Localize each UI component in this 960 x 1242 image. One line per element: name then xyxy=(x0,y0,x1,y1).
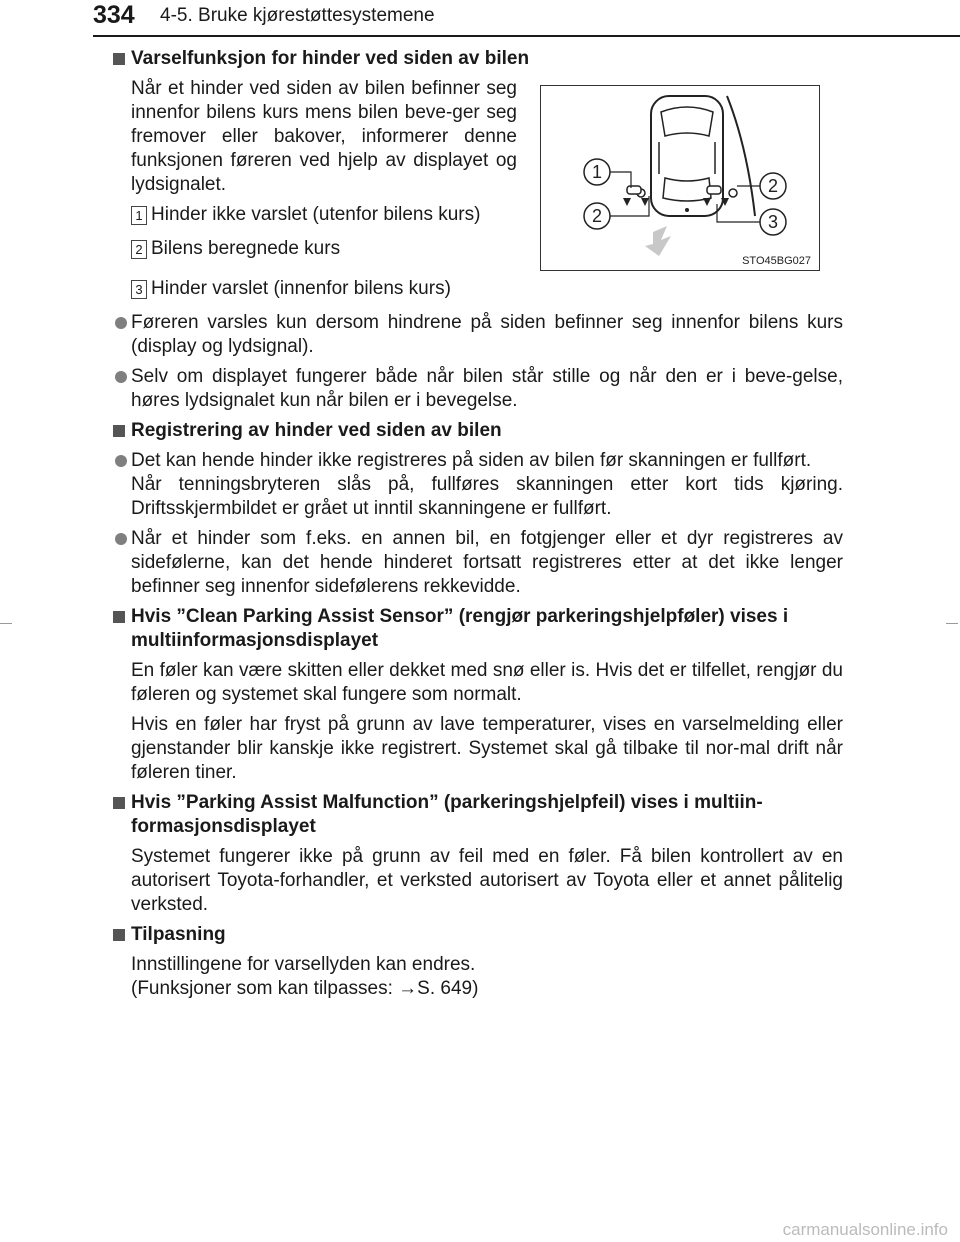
page-content xyxy=(113,47,843,1001)
paragraph: Systemet fungerer ikke på grunn av feil med en føler. Få bilen kontrollert av en autorisert Toyota-forhandler, et verksted autorisert av Toyota eller et annet pålitelig verksted. xyxy=(131,846,843,915)
bullet-text: Når et hinder som f.eks. en annen bil, en fotgjenger eller et dyr registreres av sidefølerne, kan det hende hinderet fortsatt registreres etter at det ikke lenger befinner seg innenfor sidefølerens rekkevidde. xyxy=(131,528,843,597)
number-box: 2 xyxy=(131,240,147,259)
car-diagram-figure xyxy=(540,85,820,271)
section-heading xyxy=(113,791,843,839)
heading-text: Varselfunksjon for hinder ved siden av bilen xyxy=(131,48,530,69)
bullet-text: Det kan hende hinder ikke registreres på siden av bilen før skanningen er fullført. xyxy=(131,450,812,471)
section-heading xyxy=(113,419,843,443)
bullet-item xyxy=(113,449,843,521)
heading-text: Tilpasning xyxy=(131,924,226,945)
callout-1 xyxy=(584,159,631,188)
watermark: carmanualsonline.info xyxy=(782,1220,948,1239)
heading-text: Registrering av hinder ved siden av bilen xyxy=(131,420,502,441)
numbered-item-text: Hinder ikke varslet (utenfor bilens kurs) xyxy=(151,204,481,225)
svg-text:2: 2 xyxy=(591,206,603,226)
intro-block xyxy=(113,47,843,277)
section-registration xyxy=(113,419,843,599)
callout-2-right xyxy=(737,173,786,199)
square-bullet-icon xyxy=(113,53,125,65)
page-number: 334 xyxy=(93,1,135,29)
heading-text: Hvis ”Clean Parking Assist Sensor” (rengjør parkeringshjelpføler) vises i multiinformasjonsdisplayet xyxy=(131,606,789,651)
movement-arrow-icon xyxy=(645,226,671,256)
section-heading xyxy=(113,605,843,653)
bullet-text: Selv om displayet fungerer både når bilen står stille og når den er i beve-gelse, høres lydsignalet kun når bilen er i bevegelse. xyxy=(131,366,843,411)
crop-mark-right xyxy=(946,623,958,624)
number-box: 3 xyxy=(131,280,147,299)
course-line xyxy=(727,96,755,216)
header-rule xyxy=(93,35,960,37)
round-bullet-icon xyxy=(115,455,127,467)
numbered-item-text: Bilens beregnede kurs xyxy=(151,238,341,259)
bullet-text: Når tenningsbryteren slås på, fullføres skanningen etter kort tids kjøring. Driftsskjermbildet er grået ut inntil skanningene er fullført. xyxy=(131,474,843,519)
bullet-item xyxy=(113,365,843,413)
svg-text:2: 2 xyxy=(767,176,779,196)
section-clean-sensor xyxy=(113,605,843,785)
bullet-item xyxy=(113,311,843,359)
numbered-item-text: Hinder varslet (innenfor bilens kurs) xyxy=(151,278,451,299)
car-diagram xyxy=(541,86,819,270)
obstacle-left-icon xyxy=(623,186,649,206)
chapter-title: 4-5. Bruke kjørestøttesystemene xyxy=(160,5,435,26)
bullet-text: Føreren varsles kun dersom hindrene på siden befinner seg innenfor bilens kurs (display og lydsignal). xyxy=(131,312,843,357)
square-bullet-icon xyxy=(113,611,125,623)
round-bullet-icon xyxy=(115,533,127,545)
page-header xyxy=(0,0,960,36)
svg-text:3: 3 xyxy=(767,212,779,232)
paragraph: Hvis en føler har fryst på grunn av lave temperaturer, vises en varselmelding eller gjenstander blir kanskje ikke registrert. Systemet skal gå tilbake til nor-mal drift når føleren tiner. xyxy=(131,714,843,783)
intro-paragraph: Når et hinder ved siden av bilen befinner seg innenfor bilens kurs mens bilen beve-ger seg fremover eller bakover, informerer denne funksjonen føreren ved hjelp av displayet og lydsignalet. xyxy=(131,78,517,195)
square-bullet-icon xyxy=(113,425,125,437)
section-heading xyxy=(113,47,843,71)
round-bullet-icon xyxy=(115,317,127,329)
square-bullet-icon xyxy=(113,797,125,809)
section-malfunction xyxy=(113,791,843,917)
paragraph: Innstillingene for varsellyden kan endres. xyxy=(131,954,476,975)
square-bullet-icon xyxy=(113,929,125,941)
paragraph: (Funksjoner som kan tilpasses: →S. 649) xyxy=(131,978,479,999)
crop-mark-left xyxy=(0,623,12,624)
paragraph: En føler kan være skitten eller dekket med snø eller is. Hvis det er tilfellet, rengjør du føleren og systemet skal fungere som normalt. xyxy=(131,660,843,705)
numbered-item xyxy=(113,277,843,301)
callout-2-left xyxy=(584,196,649,229)
svg-text:1: 1 xyxy=(591,162,603,182)
section-side-warning xyxy=(113,47,843,413)
section-heading xyxy=(113,923,843,947)
callout-3 xyxy=(717,204,786,235)
section-customization xyxy=(113,923,843,1001)
figure-code: STO45BG027 xyxy=(742,255,811,267)
bullet-item xyxy=(113,527,843,599)
number-box: 1 xyxy=(131,206,147,225)
round-bullet-icon xyxy=(115,371,127,383)
heading-text: Hvis ”Parking Assist Malfunction” (parkeringshjelpfeil) vises i multiin-formasjonsdisplayet xyxy=(131,792,763,837)
